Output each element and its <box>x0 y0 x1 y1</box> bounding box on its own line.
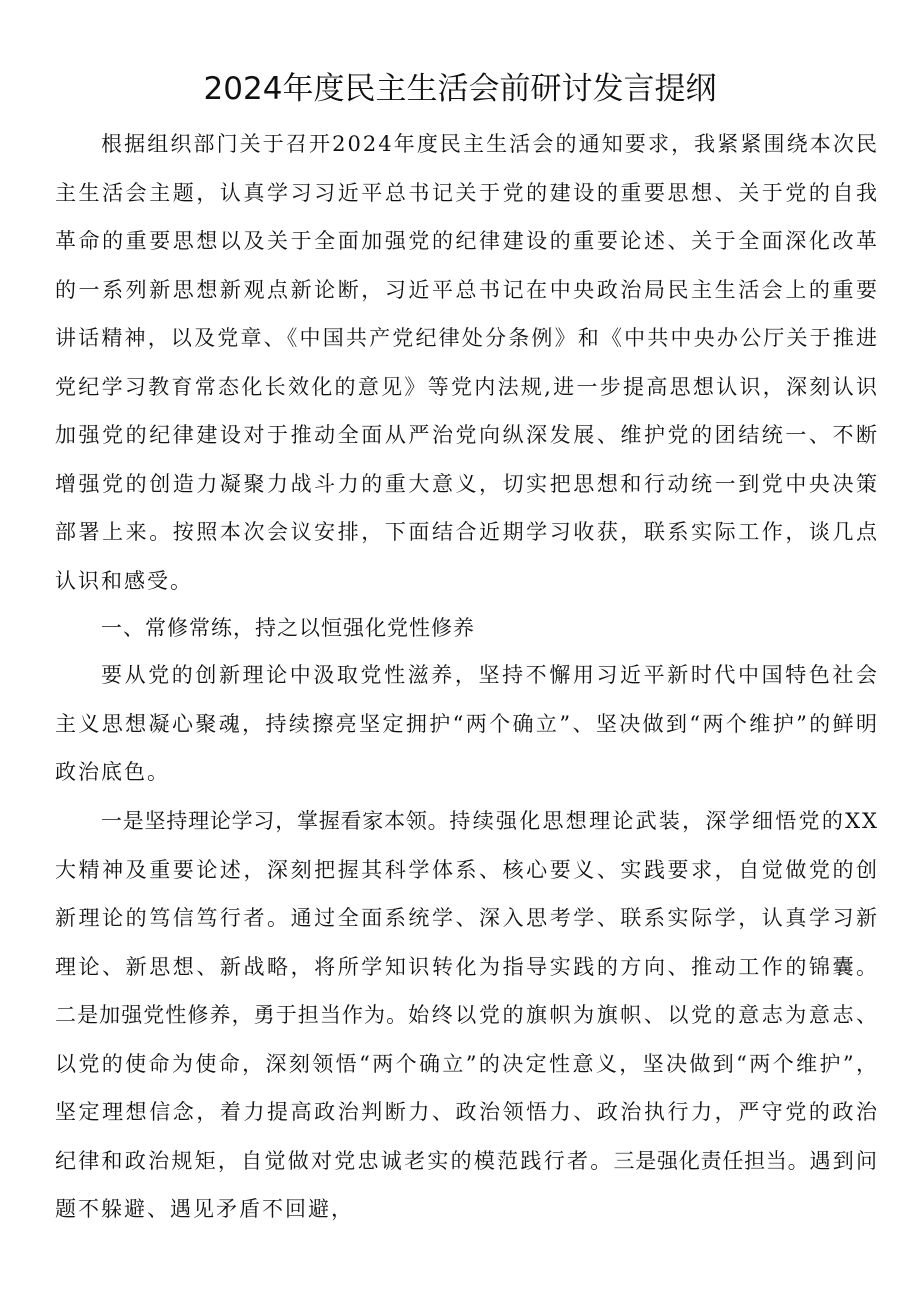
points-text <box>55 797 879 1234</box>
point2-body: 始终以党的旗帜为旗帜、以党的意志为意志、以党的使命为使命，深刻领悟“两个确立”的决定性意义，坚决做到“两个维护”，坚定理想信念，着力提高政治判断力、政治领悟力、政治执行力，严守党的政治纪律和政治规矩，自觉做对党忠诚老实的模范践行者。 <box>55 1003 880 1173</box>
section1-heading-text: 一、常修常练，持之以恒强化党性修养 <box>101 616 475 640</box>
section-intro-paragraph <box>55 651 879 797</box>
point1-lead: 一是坚持理论学习，掌握看家本领。 <box>101 809 450 833</box>
point3-lead: 三是强化责任担当。 <box>613 1148 810 1173</box>
point1-body: 持续强化思想理论武装，深学细悟党的XX大精神及重要论述，深刻把握其科学体系、核心要义、实践要求，自觉做党的创新理论的笃信笃行者。通过全面系统学、深入思考学、联系实际学，认真学习新理论、新思想、新战略，将所学知识转化为指导实践的方向、推动工作的锦囊。 <box>55 809 880 979</box>
section-heading <box>55 604 879 653</box>
points-paragraph <box>55 797 879 1234</box>
point3-body: 遇到问题不躲避、遇见矛盾不回避， <box>55 1148 880 1221</box>
point2-lead: 二是加强党性修养，勇于担当作为。 <box>55 1003 409 1027</box>
section1-intro-text: 要从党的创新理论中汲取党性滋养，坚持不懈用习近平新时代中国特色社会主义思想凝心聚魂，持续擦亮坚定拥护“两个确立”、坚决做到“两个维护”的鲜明政治底色。 <box>55 663 879 784</box>
intro-text: 根据组织部门关于召开2024年度民主生活会的通知要求，我紧紧围绕本次民主生活会主题，认真学习习近平总书记关于党的建设的重要思想、关于党的自我革命的重要思想以及关于全面加强党的纪律建设的重要论述、关于全面深化改革的一系列新思想新观点新论断，习近平总书记在中央政治局民主生活会上的重要讲话精神，以及党章、《中国共产党纪律处分条例》和《中共中央办公厅关于推进党纪学习教育常态化长效化的意见》等党内法规,进一步提高思想认识，深刻认识加强党的纪律建设对于推动全面从严治党向纵深发展、维护党的团结统一、不断增强党的创造力凝聚力战斗力的重大意义，切实把思想和行动统一到党中央决策部署上来。按照本次会议安排，下面结合近期学习收获，联系实际工作，谈几点认识和感受。 <box>55 132 879 593</box>
document-title: 2024年度民主生活会前研讨发言提纲 <box>203 71 717 107</box>
intro-paragraph <box>55 120 879 605</box>
